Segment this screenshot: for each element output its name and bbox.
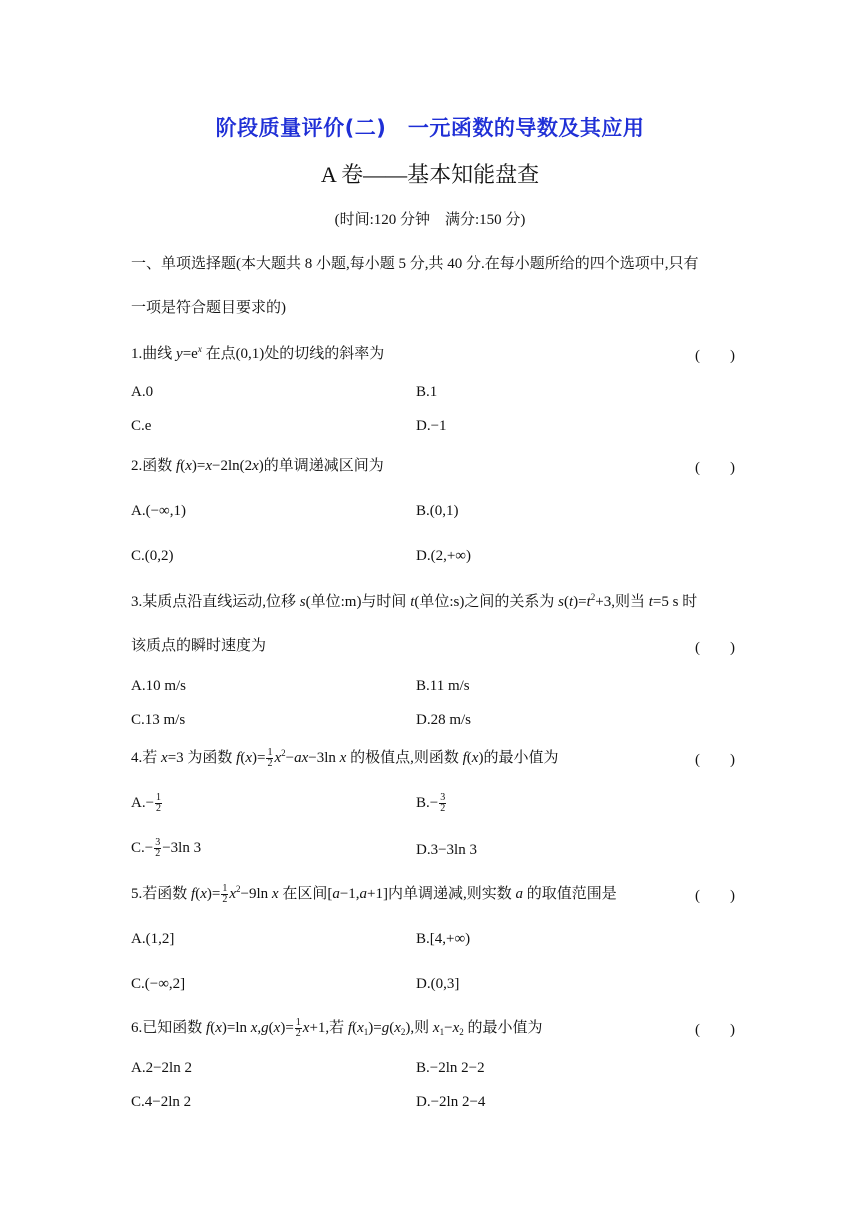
- fraction: $\frac{3}{2}$: [440, 792, 446, 815]
- question-3-option-d: D.28 m/s: [416, 712, 472, 728]
- question-1-option-b: B.1: [416, 384, 438, 400]
- fraction: $\frac{1}{2}$: [222, 883, 228, 906]
- question-6-option-d: D.−2ln 2−4: [416, 1094, 486, 1110]
- question-5-option-d: D.(0,3]: [416, 976, 460, 992]
- question-3-option-b: B.11 m/s: [416, 678, 470, 694]
- question-6-option-c: C.4−2ln 2: [131, 1094, 192, 1110]
- question-3-option-c: C.13 m/s: [131, 712, 186, 728]
- question-1-option-d: D.−1: [416, 418, 447, 434]
- question-4-option-c: C.− $\frac{3}{2}$ −3ln 3: [131, 837, 202, 860]
- fraction: $\frac{1}{2}$: [295, 1017, 301, 1040]
- question-2-option-c: C.(0,2): [131, 548, 174, 564]
- question-3-stem-line-1: 3.某质点沿直线运动,位移 s(单位:m)与时间 t(单位:s)之间的关系为 $s(t)=t^2+3$,则当 t=5 s 时: [131, 592, 698, 610]
- question-4-option-b: B.− $\frac{3}{2}$: [416, 792, 446, 815]
- question-6-option-b: B.−2ln 2−2: [416, 1060, 485, 1076]
- question-2-option-b: B.(0,1): [416, 503, 459, 519]
- question-5-option-c: C.(−∞,2]: [131, 976, 186, 992]
- page-title: 阶段质量评价(二) 一元函数的导数及其应用: [215, 116, 645, 140]
- question-4-option-d: D.3−3ln 3: [416, 842, 477, 858]
- question-1-stem: 1.曲线 $y=e^x$ 在点(0,1)处的切线的斜率为: [131, 344, 385, 362]
- page-subtitle: A 卷——基本知能盘查: [320, 162, 540, 187]
- question-4-option-a: A.− $\frac{1}{2}$: [131, 792, 162, 815]
- question-5-option-b: B.[4,+∞): [416, 931, 471, 947]
- question-5-option-a: A.(1,2]: [131, 931, 175, 947]
- question-5-stem: 5.若函数 f(x)= $\frac{1}{2}$ $x^2-9\ln$ x 在区间[a−1,a+1]内单调递减,则实数 a 的取值范围是: [131, 883, 617, 906]
- question-4-answer-paren: ( ): [695, 752, 735, 768]
- question-4-stem: 4.若 x=3 为函数 f(x)= $\frac{1}{2}$ $x^2-ax-3\ln$ x 的极值点,则函数 f(x)的最小值为: [131, 747, 559, 770]
- fraction: $\frac{1}{2}$: [267, 747, 273, 770]
- question-3-option-a: A.10 m/s: [131, 678, 187, 694]
- question-5-answer-paren: ( ): [695, 888, 735, 904]
- section-heading-line-1: 一、单项选择题(本大题共 8 小题,每小题 5 分,共 40 分.在每小题所给的四个选项中,只有: [131, 256, 699, 272]
- question-3-stem-line-2: 该质点的瞬时速度为: [131, 638, 267, 654]
- time-info: (时间:120 分钟 满分:150 分): [334, 212, 526, 228]
- question-2-option-d: D.(2,+∞): [416, 548, 471, 564]
- question-1-answer-paren: ( ): [695, 348, 735, 364]
- question-2-stem: 2.函数 f(x)=x−2ln(2x)的单调递减区间为: [131, 458, 384, 474]
- question-6-answer-paren: ( ): [695, 1022, 735, 1038]
- section-heading-line-2: 一项是符合题目要求的): [131, 300, 286, 316]
- question-2-option-a: A.(−∞,1): [131, 503, 186, 519]
- fraction: $\frac{1}{2}$: [156, 792, 162, 815]
- question-1-option-a: A.0: [131, 384, 154, 400]
- question-3-answer-paren: ( ): [695, 640, 735, 656]
- question-1-option-c: C.e: [131, 418, 152, 434]
- question-6-stem: 6.已知函数 f(x)=ln x,g(x)= $\frac{1}{2}$ x+1,若 $f(x_1)=g(x_2)$,则 $x_1-x_2$ 的最小值为: [131, 1017, 543, 1040]
- question-2-answer-paren: ( ): [695, 460, 735, 476]
- question-6-option-a: A.2−2ln 2: [131, 1060, 192, 1076]
- fraction: $\frac{3}{2}$: [155, 837, 161, 860]
